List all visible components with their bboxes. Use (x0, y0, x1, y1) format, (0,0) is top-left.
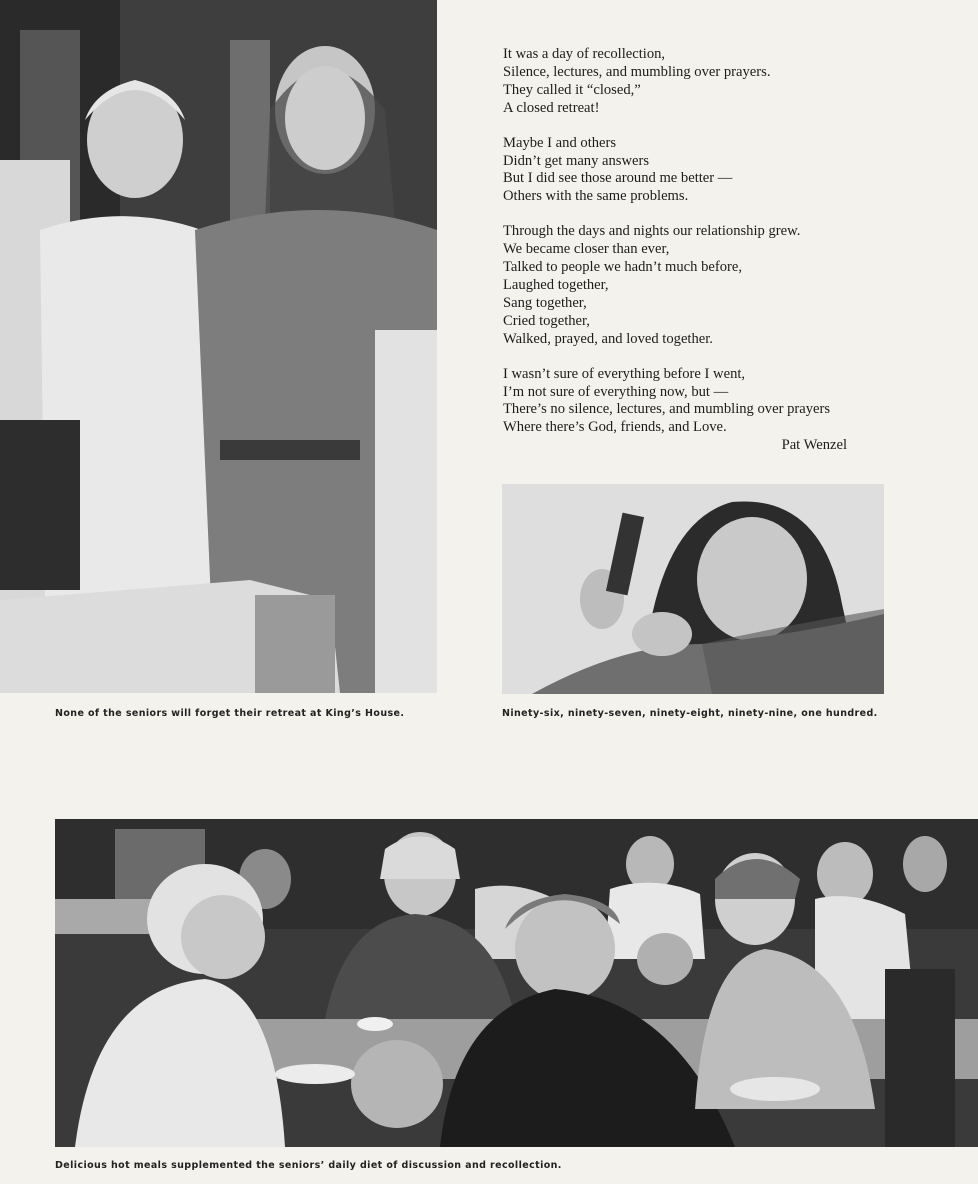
dining-hall-photo (55, 819, 978, 1147)
poem-line: Others with the same problems. (503, 188, 689, 205)
poem-line: Didn’t get many answers (503, 152, 650, 169)
poem-line: We became closer than ever, (503, 241, 670, 258)
poem-line: Talked to people we hadn’t much before, (503, 259, 743, 276)
poem-stanza (503, 223, 903, 348)
poem-line: Cried together, (503, 312, 590, 329)
poem-stanza (503, 135, 903, 207)
poem-line: Maybe I and others (503, 134, 617, 151)
poem-line: I’m not sure of everything now, but — (503, 383, 729, 400)
poem-line: There’s no silence, lectures, and mumbling over prayers (503, 401, 831, 418)
poem-stanza (503, 366, 903, 438)
photo-caption-combing: Ninety-six, ninety-seven, ninety-eight, ninety-nine, one hundred. (502, 708, 878, 719)
poem-stanza (503, 46, 903, 118)
poem-line: Laughed together, (503, 276, 609, 293)
poem-line: A closed retreat! (503, 99, 600, 116)
poem-line: But I did see those around me better — (503, 170, 733, 187)
poem (503, 46, 903, 455)
combing-hair-photo (502, 484, 884, 694)
photo-caption-dining: Delicious hot meals supplemented the seniors’ daily diet of discussion and recollection. (55, 1160, 562, 1171)
poem-line: I wasn’t sure of everything before I went, (503, 365, 746, 382)
poem-line: They called it “closed,” (503, 81, 641, 98)
poem-line: Silence, lectures, and mumbling over prayers. (503, 63, 771, 80)
poem-author: Pat Wenzel (781, 437, 847, 454)
poem-line: Walked, prayed, and loved together. (503, 330, 713, 347)
retreat-photo (0, 0, 437, 693)
poem-line: It was a day of recollection, (503, 46, 666, 62)
poem-line: Through the days and nights our relationship grew. (503, 223, 801, 240)
poem-line: Where there’s God, friends, and Love. (503, 419, 727, 436)
poem-line: Sang together, (503, 294, 587, 311)
poem-stanzas (503, 46, 903, 437)
photo-caption-retreat: None of the seniors will forget their retreat at King’s House. (55, 708, 405, 719)
